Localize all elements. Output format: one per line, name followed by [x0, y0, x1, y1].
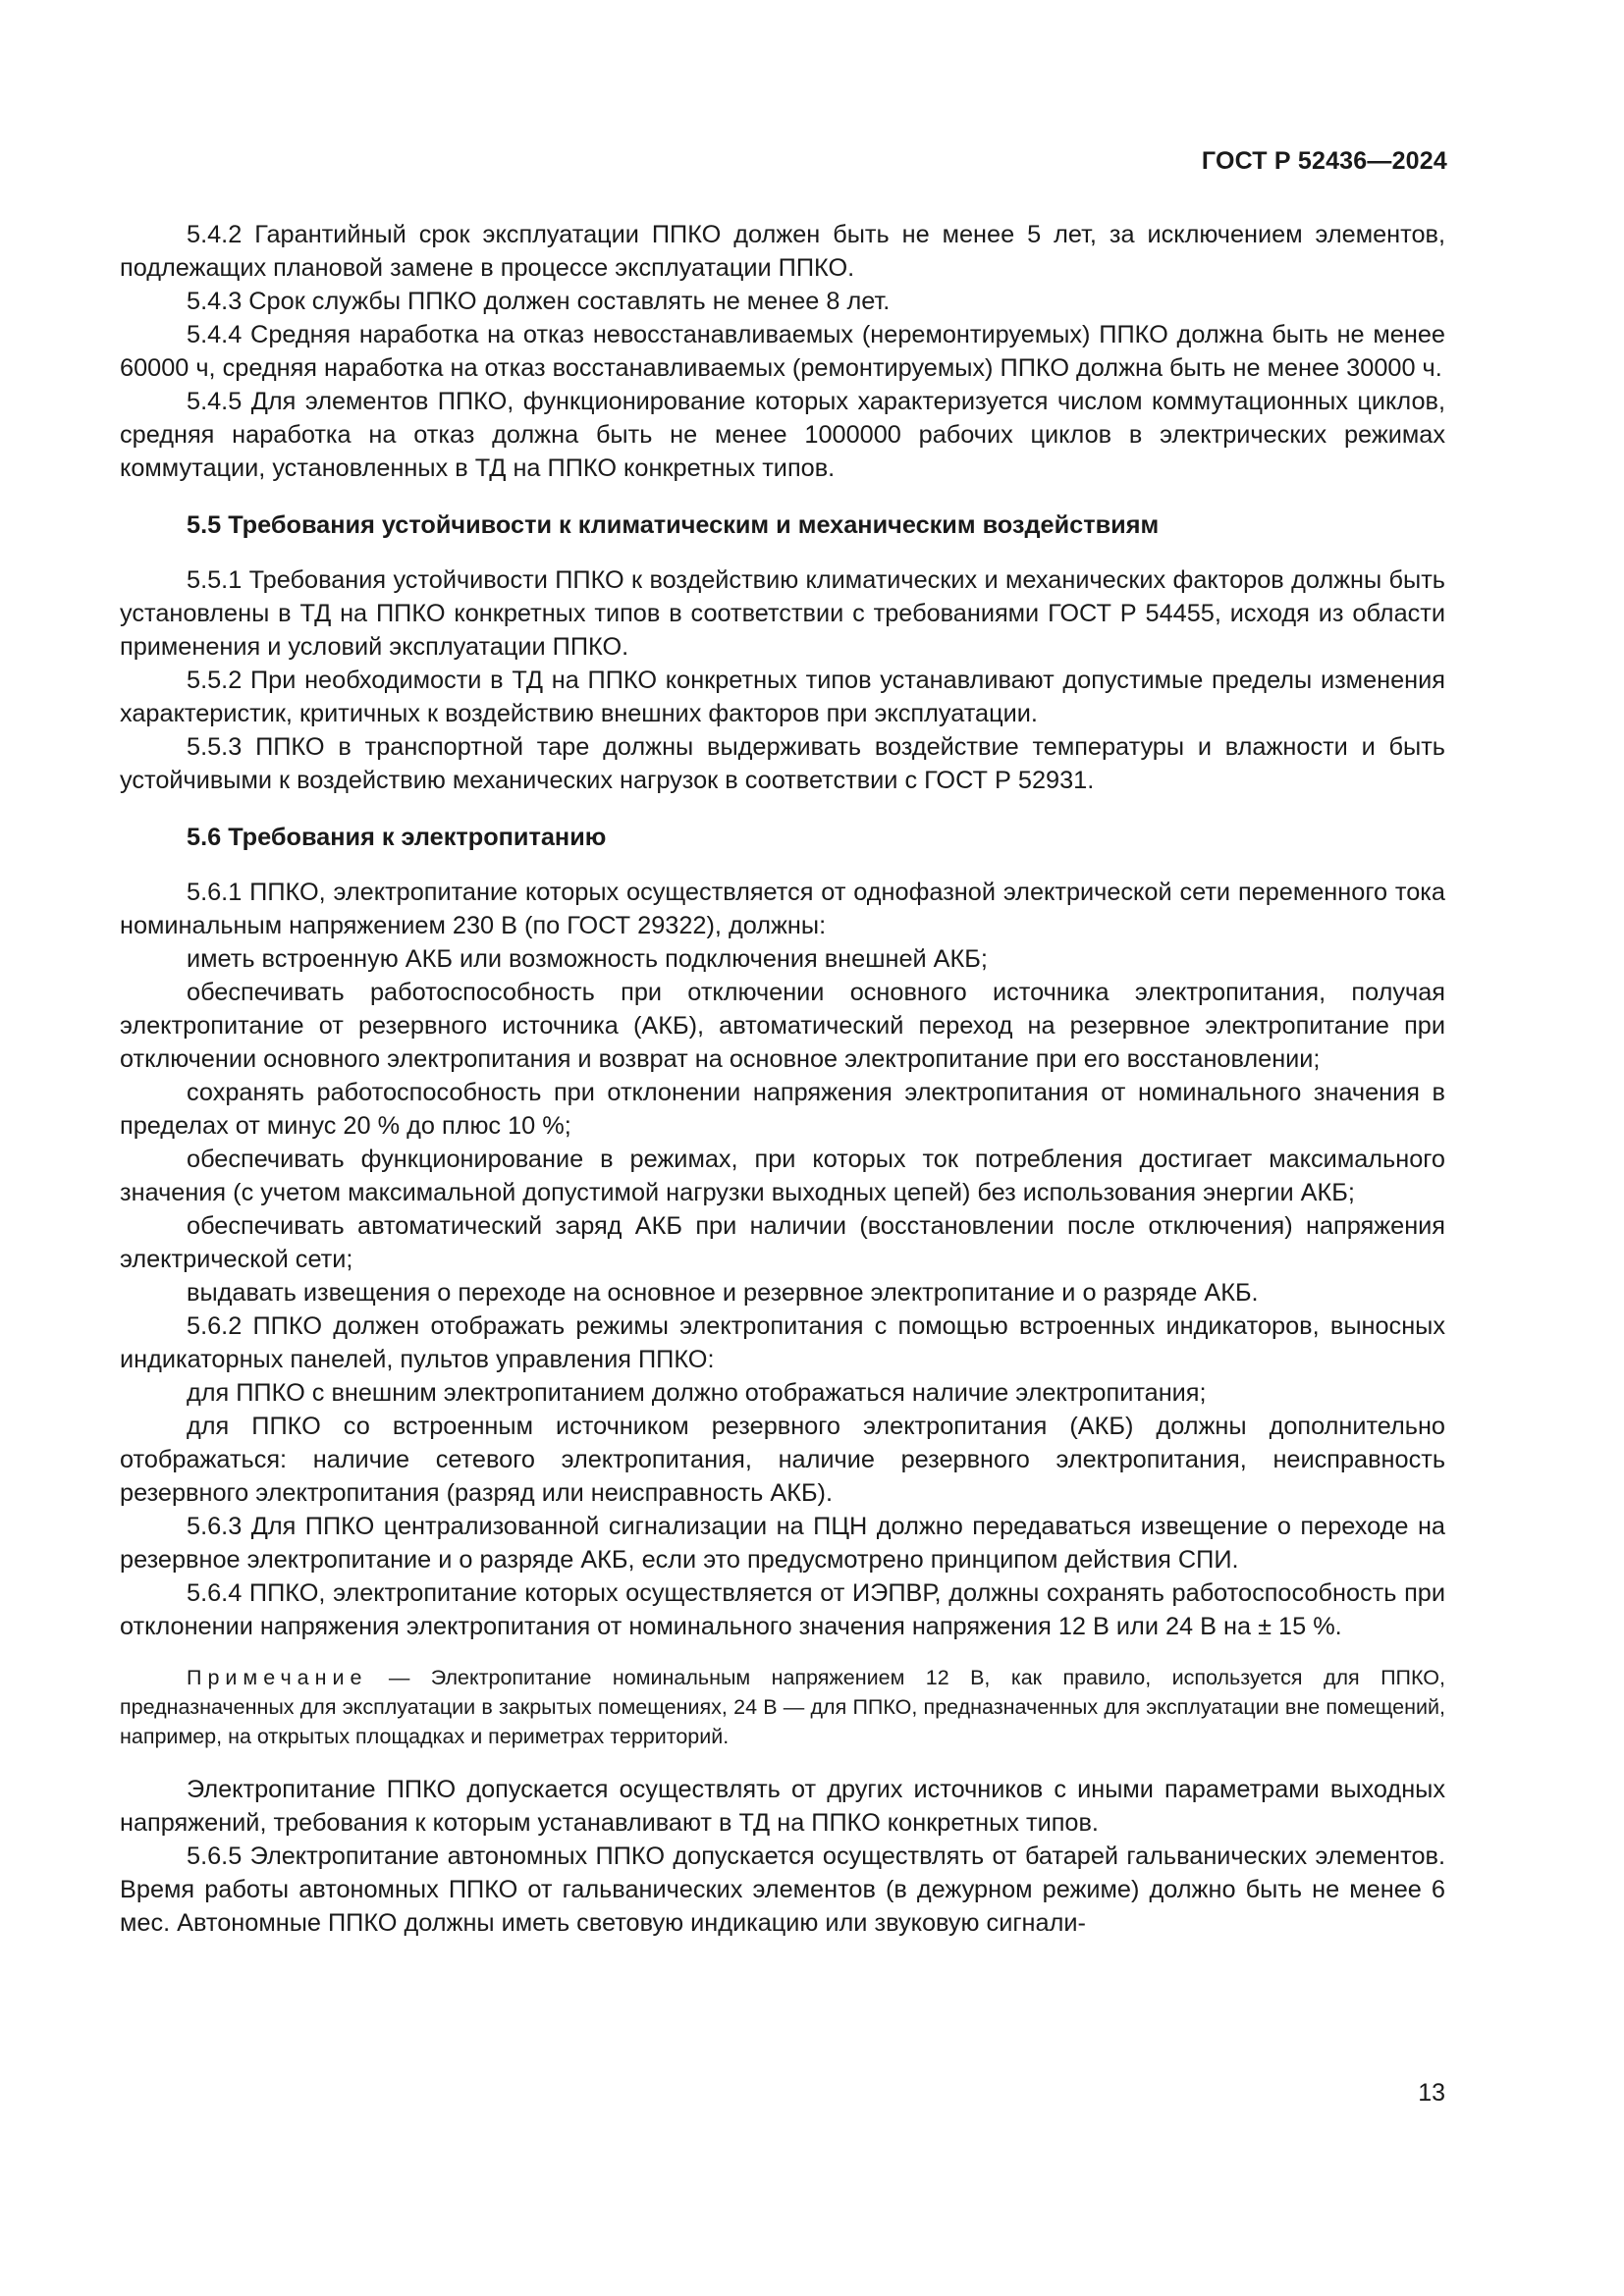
list-item: выдавать извещения о переходе на основное и резервное электропитание и о разряде АКБ. [187, 1279, 1259, 1307]
list-item: иметь встроенную АКБ или возможность подключения внешней АКБ; [187, 945, 988, 973]
list-item: обеспечивать автоматический заряд АКБ при наличии (восстановлении после отключения) напряжения электрической сети; [120, 1212, 1445, 1273]
paragraph-5-6-2: 5.6.2 ППКО должен отображать режимы электропитания с помощью встроенных индикаторов, выносных индикаторных панелей, пультов управления ППКО: [120, 1312, 1445, 1373]
list-item: обеспечивать функционирование в режимах, при которых ток потребления достигает максимального значения (с учетом максимальной допустимой нагрузки выходных цепей) без использования энергии АКБ; [120, 1146, 1445, 1206]
paragraph-5-4-5: 5.4.5 Для элементов ППКО, функционирование которых характеризуется числом коммутационных циклов, средняя наработка на отказ должна быть не менее 1000000 рабочих циклов в электрических режимах коммутации, установленных в ТД на ППКО конкретных типов. [120, 388, 1445, 482]
list-item: сохранять работоспособность при отклонении напряжения электропитания от номинального значения в пределах от минус 20 % до плюс 10 %; [120, 1079, 1445, 1140]
note-text: — Электропитание номинальным напряжением 12 В, как правило, используется для ППКО, предназначенных для эксплуатации в закрытых помещениях, 24 В — для ППКО, предназначенных для эксплуатации вне помещений, например, на открытых площадках и периметрах территорий. [120, 1666, 1445, 1748]
paragraph-5-6-3: 5.6.3 Для ППКО централизованной сигнализации на ПЦН должно передаваться извещение о переходе на резервное электропитание и о разряде АКБ, если это предусмотрено принципом действия СПИ. [120, 1513, 1445, 1574]
section-heading-5-6: 5.6 Требования к электропитанию [187, 824, 607, 851]
paragraph-5-4-3: 5.4.3 Срок службы ППКО должен составлять не менее 8 лет. [187, 288, 891, 315]
paragraph-5-4-4: 5.4.4 Средняя наработка на отказ невосстанавливаемых (неремонтируемых) ППКО должна быть не менее 60000 ч, средняя наработка на отказ восстанавливаемых (ремонтируемых) ППКО должна быть не менее 30000 ч. [120, 321, 1445, 382]
document-body [120, 218, 1445, 1940]
paragraph-5-5-3: 5.5.3 ППКО в транспортной таре должны выдерживать воздействие температуры и влажности и быть устойчивыми к воздействию механических нагрузок в соответствии с ГОСТ Р 52931. [120, 733, 1445, 794]
list-item: обеспечивать работоспособность при отключении основного источника электропитания, получая электропитание от резервного источника (АКБ), автоматический переход на резервное электропитание при отключении основного электропитания и возврат на основное электропитание при его восстановлении; [120, 979, 1445, 1073]
paragraph-5-4-2: 5.4.2 Гарантийный срок эксплуатации ППКО должен быть не менее 5 лет, за исключением элементов, подлежащих плановой замене в процессе эксплуатации ППКО. [120, 221, 1445, 282]
paragraph-5-5-1: 5.5.1 Требования устойчивости ППКО к воздействию климатических и механических факторов должны быть установлены в ТД на ППКО конкретных типов в соответствии с требованиями ГОСТ Р 54455, исходя из области применения и условий эксплуатации ППКО. [120, 566, 1445, 661]
list-item: для ППКО со встроенным источником резервного электропитания (АКБ) должны дополнительно отображаться: наличие сетевого электропитания, наличие резервного электропитания, неисправность резервного электропитания (разряд или неисправность АКБ). [120, 1413, 1445, 1507]
page-number: 13 [1418, 2079, 1445, 2107]
paragraph-alt-power: Электропитание ППКО допускается осуществлять от других источников с иными параметрами выходных напряжений, требования к которым устанавливают в ТД на ППКО конкретных типов. [120, 1776, 1445, 1837]
note [120, 1663, 1445, 1751]
paragraph-5-5-2: 5.5.2 При необходимости в ТД на ППКО конкретных типов устанавливают допустимые пределы изменения характеристик, критичных к воздействию внешних факторов при эксплуатации. [120, 667, 1445, 727]
section-heading-5-5: 5.5 Требования устойчивости к климатическим и механическим воздействиям [187, 511, 1160, 539]
note-label: Примечание [187, 1666, 368, 1689]
document-header: ГОСТ Р 52436—2024 [1201, 147, 1447, 175]
paragraph-5-6-5: 5.6.5 Электропитание автономных ППКО допускается осуществлять от батарей гальванических элементов. Время работы автономных ППКО от гальванических элементов (в дежурном режиме) должно быть не менее 6 мес. Автономные ППКО должны иметь световую индикацию или звуковую сигнали- [120, 1842, 1445, 1937]
list-item: для ППКО с внешним электропитанием должно отображаться наличие электропитания; [187, 1379, 1207, 1407]
paragraph-5-6-1: 5.6.1 ППКО, электропитание которых осуществляется от однофазной электрической сети переменного тока номинальным напряжением 230 В (по ГОСТ 29322), должны: [120, 879, 1445, 939]
paragraph-5-6-4: 5.6.4 ППКО, электропитание которых осуществляется от ИЭПВР, должны сохранять работоспособность при отклонении напряжения электропитания от номинального значения напряжения 12 В или 24 В на ± 15 %. [120, 1579, 1445, 1640]
